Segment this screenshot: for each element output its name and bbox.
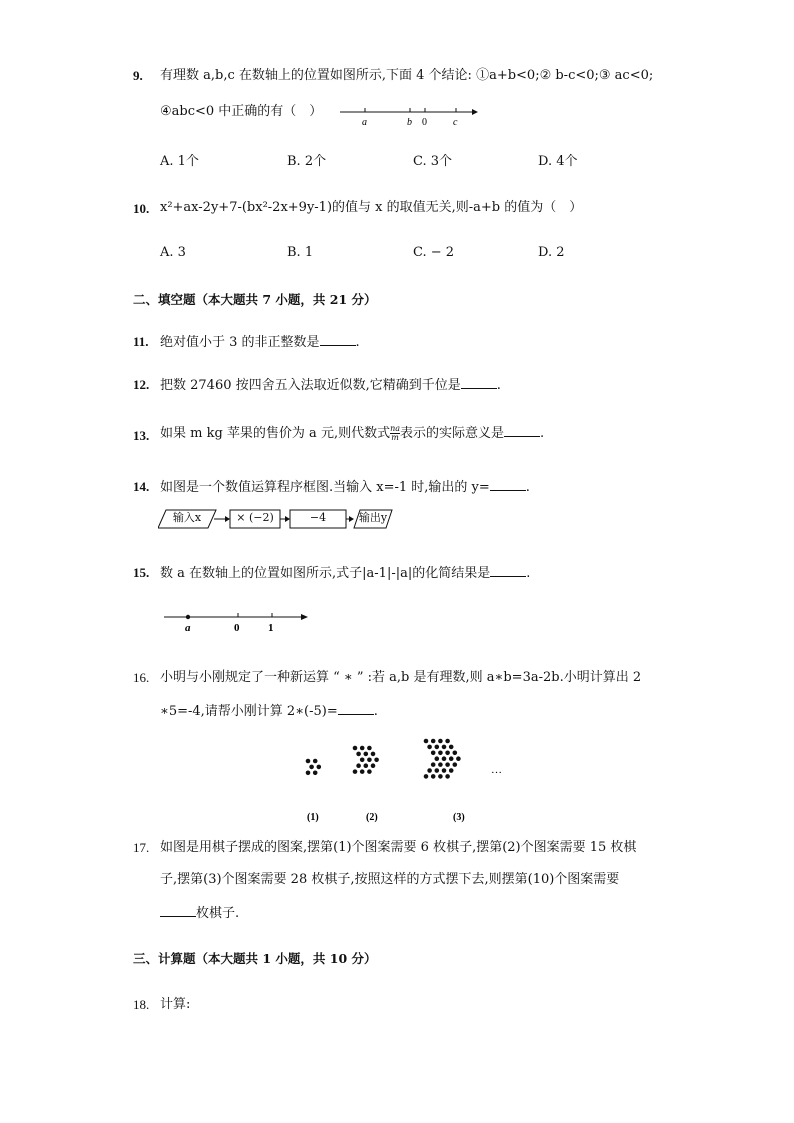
q10-option-c: C. − 2 <box>413 245 455 260</box>
chess-dot <box>442 756 447 761</box>
chess-dot <box>435 756 440 761</box>
chess-dot <box>306 759 311 764</box>
q12-text: 把数 27460 按四舍五入法取近似数,它精确到千位是 <box>160 378 461 393</box>
figure-label: (1) <box>307 812 319 823</box>
chess-dot <box>424 739 429 744</box>
chess-dot <box>445 762 450 767</box>
q11-line: 绝对值小于 3 的非正整数是 . <box>160 335 360 350</box>
chess-dot <box>431 762 436 767</box>
q18-text: 计算: <box>160 997 191 1012</box>
chess-dot <box>442 768 447 773</box>
q14-text: 如图是一个数值运算程序框图.当输入 x=-1 时,输出的 y= <box>160 480 490 495</box>
chess-dot <box>445 739 450 744</box>
q17-line2: 子,摆第(3)个图案需要 28 枚棋子,按照这样的方式摆下去,则摆第(10)个图案需要 <box>160 872 620 887</box>
q11-text: 绝对值小于 3 的非正整数是 <box>160 335 320 350</box>
chess-dot <box>445 774 450 779</box>
section-heading-fill-in: 二、填空题（本大题共 7 小题，共 21 分） <box>133 292 377 307</box>
q15-axis-label: 1 <box>268 622 274 634</box>
q13-fraction: $\frac{na}{m}$ <box>390 424 400 442</box>
q10-option-d: D. 2 <box>538 245 565 260</box>
q14-number: 14. <box>133 479 150 494</box>
q9-line2: ④abc<0 中正确的有（ ） <box>160 104 323 119</box>
flow-subtract-box: −4 <box>309 511 327 524</box>
answer-blank[interactable] <box>160 904 196 917</box>
chess-dot <box>367 758 372 763</box>
q9-number-line <box>338 100 478 130</box>
chess-dot <box>360 758 365 763</box>
q16-number: 16. <box>133 670 150 685</box>
chess-dot <box>431 739 436 744</box>
chess-dot <box>449 768 454 773</box>
q9-option-a: A. 1个 <box>160 154 199 169</box>
answer-blank[interactable] <box>490 478 526 491</box>
chess-dot <box>360 769 365 774</box>
q15-line: 数 a 在数轴上的位置如图所示,式子|a-1|-|a|的化简结果是 . <box>160 566 531 581</box>
q17-number: 17. <box>133 840 150 855</box>
chess-dot <box>424 774 429 779</box>
chess-dot <box>353 769 358 774</box>
flow-multiply-box: × (−2) <box>236 511 274 524</box>
chess-dot <box>453 762 458 767</box>
q9-option-b: B. 2个 <box>287 154 327 169</box>
q9-option-d: D. 4个 <box>538 154 578 169</box>
chess-dot <box>309 765 314 770</box>
chess-dot <box>374 758 379 763</box>
q9-number: 9. <box>133 68 143 83</box>
section-heading-calculation: 三、计算题（本大题共 1 小题，共 10 分） <box>133 951 377 966</box>
chess-dot <box>442 745 447 750</box>
q16-line2: ∗5=-4,请帮小刚计算 2∗(-5)= . <box>160 704 378 719</box>
chess-dot <box>445 751 450 756</box>
figure-label: (2) <box>366 812 378 823</box>
chess-dot <box>438 739 443 744</box>
chess-dot <box>438 774 443 779</box>
q10-number: 10. <box>133 201 150 216</box>
q15-axis-label: 0 <box>234 622 240 634</box>
q17-line3: 枚棋子. <box>160 904 239 922</box>
chess-dot <box>427 768 432 773</box>
q15-text: 数 a 在数轴上的位置如图所示,式子|a-1|-|a|的化简结果是 <box>160 566 491 581</box>
chess-dot <box>449 756 454 761</box>
chess-dot <box>456 756 461 761</box>
q9-option-c: C. 3个 <box>413 154 453 169</box>
chess-dot <box>431 774 436 779</box>
q9-axis-label: c <box>453 117 458 128</box>
chess-dot <box>371 752 376 757</box>
answer-blank[interactable] <box>461 376 497 389</box>
chess-dot <box>313 771 318 776</box>
answer-blank[interactable] <box>338 702 374 715</box>
answer-blank[interactable] <box>320 333 356 346</box>
flow-input-box: 输入x <box>172 511 202 524</box>
q13-number: 13. <box>133 428 150 443</box>
answer-blank[interactable] <box>504 424 540 437</box>
chess-dot <box>449 745 454 750</box>
chess-dot <box>367 746 372 751</box>
q15-number-line <box>160 608 310 636</box>
q12-number: 12. <box>133 377 150 392</box>
chess-dot <box>435 768 440 773</box>
q10-text: x²+ax-2y+7-(bx²-2x+9y-1)的值与 x 的取值无关,则-a+b 的值为（ ） <box>160 200 583 215</box>
ellipsis: … <box>491 764 502 776</box>
q9-axis-label: a <box>362 117 367 128</box>
chess-dot <box>364 763 369 768</box>
q12-line: 把数 27460 按四舍五入法取近似数,它精确到千位是 . <box>160 378 501 393</box>
q9-axis-label: b <box>407 117 412 128</box>
q10-option-a: A. 3 <box>160 245 186 260</box>
q9-axis-label: 0 <box>422 117 427 128</box>
chess-dot <box>431 751 436 756</box>
q14-line: 如图是一个数值运算程序框图.当输入 x=-1 时,输出的 y= . <box>160 480 530 495</box>
q9-line1: 有理数 a,b,c 在数轴上的位置如图所示,下面 4 个结论: ①a+b<0;② b-c<0;③ ac<0; <box>160 68 654 83</box>
chess-dot <box>364 752 369 757</box>
chess-dot <box>317 765 322 770</box>
chess-dot <box>427 745 432 750</box>
chess-dot <box>313 759 318 764</box>
chess-dot <box>356 763 361 768</box>
figure-label: (3) <box>453 812 465 823</box>
q15-number: 15. <box>133 565 150 580</box>
chess-dot <box>371 763 376 768</box>
chess-dot <box>353 746 358 751</box>
q13-line: 如果 m kg 苹果的售价为 a 元,则代数式 $\frac{na}{m}$ 表示的实际意义是 . <box>160 424 545 442</box>
chess-dot <box>367 769 372 774</box>
q16-line1: 小明与小刚规定了一种新运算 “ ∗ ” :若 a,b 是有理数,则 a∗b=3a-2b.小明计算出 2 <box>160 670 642 685</box>
chess-dot <box>435 745 440 750</box>
chess-dot <box>438 751 443 756</box>
chess-dot <box>356 752 361 757</box>
q18-number: 18. <box>133 997 150 1012</box>
chess-dot <box>438 762 443 767</box>
q11-number: 11. <box>133 334 149 349</box>
flow-output-box: 输出y <box>358 511 388 524</box>
chess-dot <box>360 746 365 751</box>
q10-option-b: B. 1 <box>287 245 314 260</box>
q15-axis-label: a <box>185 622 191 634</box>
answer-blank[interactable] <box>490 564 526 577</box>
chess-dot <box>453 751 458 756</box>
q17-line1: 如图是用棋子摆成的图案,摆第(1)个图案需要 6 枚棋子,摆第(2)个图案需要 15 枚棋 <box>160 840 637 855</box>
chess-pattern-figure <box>295 735 515 827</box>
chess-dot <box>306 771 311 776</box>
